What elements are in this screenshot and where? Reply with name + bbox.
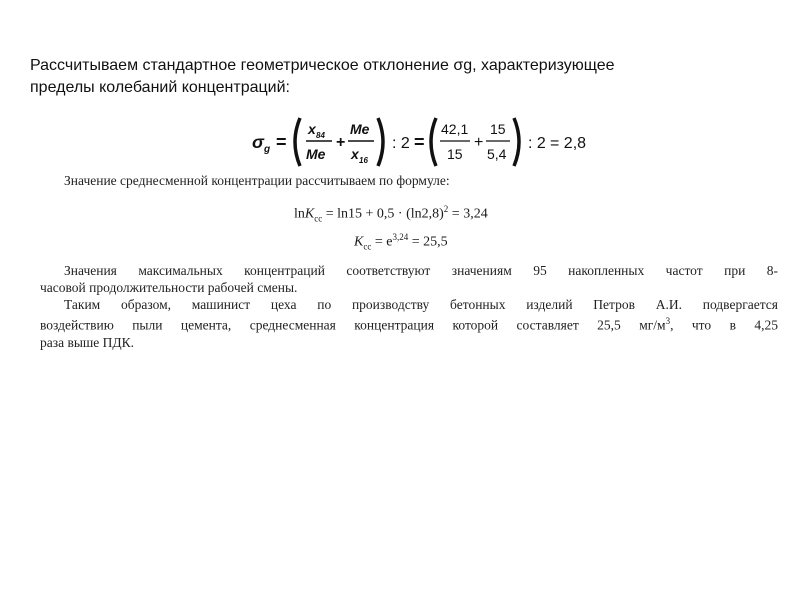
frac3-den: 15: [447, 146, 463, 162]
paragraph-2-line-2: [40, 313, 778, 334]
paren-left-2: [431, 118, 436, 166]
frac4-num: 15: [490, 121, 506, 137]
equation-kcc: [354, 232, 448, 251]
eq2-sub: cc: [363, 241, 372, 252]
paragraph-2-line-1: Таким образом, машинист цеха по производству бетонных изделий Петров А.И. подвергается: [64, 297, 778, 312]
eq1-sup: 2: [443, 204, 449, 214]
p2-line2-text: воздействию пыли цемента, среднесменная концентрация которой составляет 25,5 мг/м: [40, 317, 666, 333]
frac1-den: Me: [306, 146, 326, 162]
plus-sign: +: [336, 134, 346, 151]
frac2-den-sub: 16: [359, 156, 368, 165]
heading-text: [30, 55, 780, 99]
sigma-eq: =: [276, 132, 287, 152]
sigma-sub: g: [264, 144, 271, 155]
heading-line-2: пределы колебаний концентраций:: [30, 79, 290, 96]
eq1-sub: cc: [314, 213, 323, 224]
eq1-rest: = ln15 + 0,5 · (ln2,8): [322, 206, 444, 222]
paragraph-1-line-2: часовой продолжительности рабочей смены.: [40, 280, 298, 295]
paragraph-1-line-1: Значения максимальных концентраций соответствуют значениям 95 накопленных частот при 8-: [64, 263, 778, 278]
frac4-den: 5,4: [487, 146, 507, 162]
paragraph-2-line-3: раза выше ПДК.: [40, 334, 134, 350]
paren-right-2: [514, 118, 519, 166]
eq1-ln: ln: [294, 206, 305, 222]
p2-line2-end: , что в 4,25: [670, 317, 778, 333]
frac1-num-sub: 84: [316, 131, 325, 140]
eq1-result: = 3,24: [448, 206, 488, 222]
intro-line: Значение среднесменной концентрации рассчитываем по формуле:: [64, 173, 450, 188]
frac3-num: 42,1: [441, 121, 469, 137]
plus-sign-2: +: [474, 134, 484, 151]
p2-line2-sup: 3: [665, 316, 671, 326]
eq-sign-2: =: [414, 132, 425, 152]
sigma-formula: [252, 114, 587, 170]
paren-left-1: [295, 118, 300, 166]
eq1-k: K: [304, 206, 315, 222]
paren-right-1: [378, 118, 383, 166]
sigma-symbol: σ: [252, 132, 264, 152]
sigma-result: = 2,8: [550, 135, 587, 152]
frac2-num: Me: [350, 121, 370, 137]
frac2-den: x: [351, 146, 359, 162]
div-two-2: : 2: [528, 135, 546, 152]
eq2-result: = 25,5: [408, 234, 448, 250]
eq2-sup: 3,24: [392, 232, 409, 242]
heading-line-1: Рассчитываем стандартное геометрическое отклонение σg, характеризующее: [30, 57, 615, 74]
paragraphs: [40, 262, 778, 351]
document-body: [40, 172, 778, 189]
frac1-num: x: [308, 121, 316, 137]
div-two-1: : 2: [392, 135, 410, 152]
eq2-mid: = e: [371, 234, 393, 250]
equation-ln-kcc: [294, 204, 488, 223]
eq2-k: K: [354, 234, 364, 250]
